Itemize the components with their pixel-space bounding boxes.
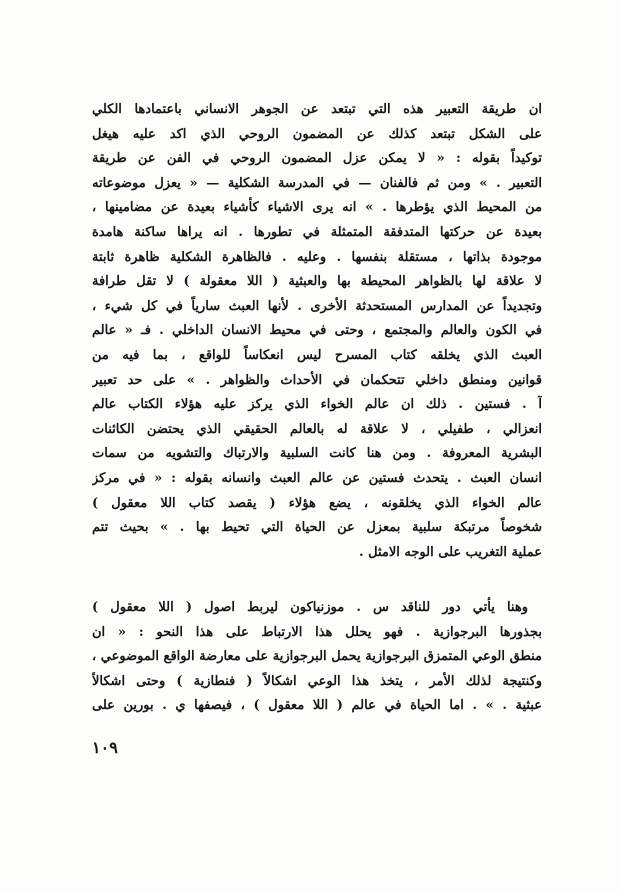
- text-line: وكنتيجة لذلك الأمر ، يتخذ هذا الوعي اشكالاً ( فنطازية ) وحتى اشكالاً: [92, 673, 542, 689]
- text-line: قوانين ومنطق داخلي تتحكمان في الأحداث والظواهر . » على حد تعبير: [92, 372, 542, 388]
- text-line: لا علاقة لها بالظواهر المحيطة بها والعبثية ( اللا معقولة ) لا تقل طرافة: [92, 274, 542, 290]
- text-line: آ . فستين . ذلك ان عالم الخواء الذي يركز عليه هؤلاء الكتاب عالم: [92, 397, 542, 413]
- text-line: عبثية . » . اما الحياة في عالم ( اللا معقول ) ، فيصفها ي . بورين على: [92, 698, 542, 714]
- text-line: في الكون والعالم والمجتمع ، وحتى في محيط الانسان الداخلي . فـ « عالم: [92, 323, 542, 339]
- text-line: بعيدة عن حركتها المتدفقة المتمثلة في تطورها . انه يراها ساكنة هامدة: [92, 224, 542, 240]
- text-line: البشرية المعروفة . ومن هنا كانت السلبية والارتباك والتشويه من سمات: [92, 446, 542, 462]
- text-line: موجودة بذاتها ، مستقلة بنفسها . وعليه . فالظاهرة الشكلية ظاهرة ثابتة: [92, 249, 542, 265]
- text-line: بجذورها البرجوازية . فهو يحلل هذا الارتباط على هذا النحو : « ان: [92, 624, 542, 640]
- text-line: ان طريقة التعبير هذه التي تبتعد عن الجوهر الانساني باعتمادها الكلي: [92, 102, 542, 117]
- text-line: وهنا يأتي دور للناقد س . موزنياكون ليربط اصول ( اللا معقول ): [92, 600, 528, 615]
- text-line: وتجديداً عن المدارس المستحدثة الأخرى . لأنها العبث سارياً في كل شيء ،: [92, 298, 542, 314]
- text-line: توكيداً بقوله : « لا يمكن عزل المضمون الروحي في الفن عن طريقة: [92, 151, 542, 167]
- text-line: شخوصاً مرتبكة سلبية بمعزل عن الحياة التي تحيط بها . » بحيث تتم: [92, 520, 542, 536]
- paragraph-2: [92, 596, 542, 719]
- text-line: انسان العبث . يتحدث فستين عن عالم العبث وانسانه بقوله : « في مركز: [92, 470, 542, 486]
- text-line: منطق الوعي المتمزق البرجوازية يحمل البرجوازية على معارضة الواقع الموضوعي ،: [92, 649, 542, 665]
- text-line: عملية التغريب على الوجه الامثل .: [359, 544, 542, 560]
- text-line: العبث الذي يخلقه كتاب المسرح ليس انعكاساً للواقع ، بما فيه من: [92, 347, 542, 363]
- text-line: عالم الخواء الذي يخلقونه ، يضع هؤلاء ( يقصد كتاب اللا معقول ): [92, 495, 542, 511]
- text-line: من المحيط الذي يؤطرها . » انه يرى الاشياء كأشياء بعيدة عن مضامينها ،: [92, 200, 542, 216]
- page-number: ١٠٩: [92, 738, 118, 757]
- paragraph-1: [92, 98, 542, 565]
- text-line: انعزالي ، طفيلي ، لا علاقة له بالعالم الحقيقي الذي يحتضن الكائنات: [92, 421, 542, 437]
- text-line: على الشكل تبتعد كذلك عن المضمون الروحي الذي اكد عليه هيغل: [92, 126, 542, 142]
- text-line: التعبير . » ومن ثم فالفنان — في المدرسة الشكلية — « يعزل موضوعاته: [92, 175, 542, 191]
